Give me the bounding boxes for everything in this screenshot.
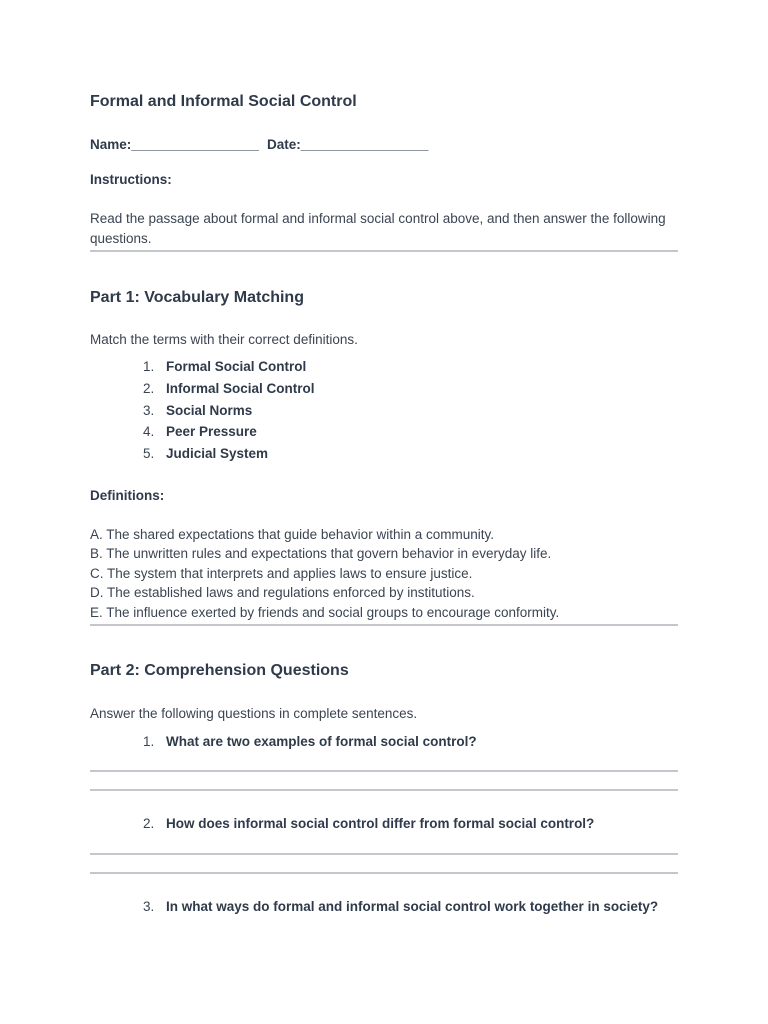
name-field-label: Name:_________________ bbox=[90, 137, 259, 152]
question-1: What are two examples of formal social control? bbox=[166, 734, 477, 749]
question-number: 3. bbox=[143, 899, 155, 914]
answer-line[interactable] bbox=[90, 789, 678, 791]
answer-line[interactable] bbox=[90, 770, 678, 772]
term-number: 2. bbox=[143, 381, 155, 396]
question-number: 1. bbox=[143, 734, 155, 749]
definition-b: B. The unwritten rules and expectations that govern behavior in everyday life. bbox=[90, 546, 552, 561]
answer-line[interactable] bbox=[90, 872, 678, 874]
question-2: How does informal social control differ from formal social control? bbox=[166, 816, 595, 831]
section-divider bbox=[90, 624, 678, 626]
term-peer-pressure: Peer Pressure bbox=[166, 424, 257, 439]
definition-c: C. The system that interprets and applies laws to ensure justice. bbox=[90, 566, 473, 581]
part2-heading: Part 2: Comprehension Questions bbox=[90, 662, 349, 679]
definition-e: E. The influence exerted by friends and social groups to encourage conformity. bbox=[90, 605, 560, 620]
term-social-norms: Social Norms bbox=[166, 403, 253, 418]
definition-a: A. The shared expectations that guide behavior within a community. bbox=[90, 527, 494, 542]
instructions-heading: Instructions: bbox=[90, 172, 172, 187]
term-number: 4. bbox=[143, 424, 155, 439]
question-number: 2. bbox=[143, 816, 155, 831]
definitions-heading: Definitions: bbox=[90, 488, 165, 503]
section-divider bbox=[90, 250, 678, 252]
part1-heading: Part 1: Vocabulary Matching bbox=[90, 289, 304, 306]
question-3: In what ways do formal and informal social control work together in society? bbox=[166, 899, 659, 914]
answer-line[interactable] bbox=[90, 853, 678, 855]
instructions-text: Read the passage about formal and informal social control above, and then answer the following questions. bbox=[90, 211, 666, 246]
term-informal-social-control: Informal Social Control bbox=[166, 381, 315, 396]
term-number: 5. bbox=[143, 446, 155, 461]
term-number: 1. bbox=[143, 359, 155, 374]
page-title: Formal and Informal Social Control bbox=[90, 93, 357, 110]
term-formal-social-control: Formal Social Control bbox=[166, 359, 307, 374]
date-field-label: Date:_________________ bbox=[267, 137, 429, 152]
part2-prompt: Answer the following questions in complete sentences. bbox=[90, 706, 418, 721]
definition-d: D. The established laws and regulations enforced by institutions. bbox=[90, 585, 475, 600]
term-number: 3. bbox=[143, 403, 155, 418]
part1-prompt: Match the terms with their correct definitions. bbox=[90, 332, 358, 347]
term-judicial-system: Judicial System bbox=[166, 446, 269, 461]
